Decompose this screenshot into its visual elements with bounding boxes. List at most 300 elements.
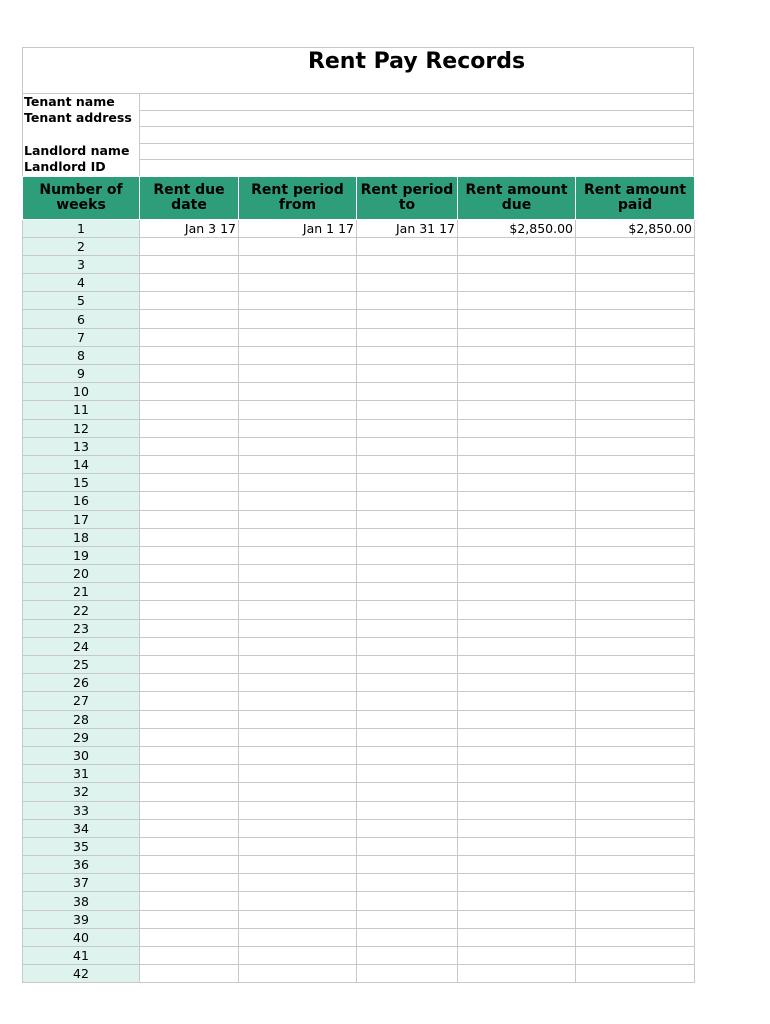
week-cell: 19 bbox=[23, 546, 140, 564]
period-to-cell[interactable] bbox=[357, 474, 458, 492]
table-row bbox=[23, 874, 695, 892]
table-row bbox=[23, 401, 695, 419]
table-row bbox=[23, 619, 695, 637]
table-row bbox=[23, 656, 695, 674]
week-cell: 4 bbox=[23, 274, 140, 292]
week-cell: 31 bbox=[23, 765, 140, 783]
period-to-cell[interactable] bbox=[357, 492, 458, 510]
due-date-cell[interactable]: Jan 3 17 bbox=[140, 219, 239, 237]
period-to-cell[interactable] bbox=[357, 710, 458, 728]
period-to-cell[interactable] bbox=[357, 292, 458, 310]
amount-paid-cell[interactable] bbox=[576, 401, 695, 419]
due-date-cell[interactable] bbox=[140, 365, 239, 383]
due-date-cell[interactable] bbox=[140, 383, 239, 401]
amount-due-cell[interactable] bbox=[458, 365, 576, 383]
amount-due-cell[interactable] bbox=[458, 928, 576, 946]
period-to-cell[interactable] bbox=[357, 801, 458, 819]
due-date-cell[interactable] bbox=[140, 292, 239, 310]
period-to-cell[interactable] bbox=[357, 819, 458, 837]
amount-due-cell[interactable] bbox=[458, 801, 576, 819]
due-date-cell[interactable] bbox=[140, 474, 239, 492]
week-cell: 30 bbox=[23, 746, 140, 764]
period-to-cell[interactable] bbox=[357, 346, 458, 364]
week-cell: 9 bbox=[23, 365, 140, 383]
amount-paid-cell[interactable] bbox=[576, 583, 695, 601]
period-from-cell[interactable] bbox=[239, 583, 357, 601]
period-to-cell[interactable] bbox=[357, 910, 458, 928]
period-to-cell[interactable] bbox=[357, 765, 458, 783]
amount-paid-cell[interactable] bbox=[576, 637, 695, 655]
amount-due-cell[interactable] bbox=[458, 674, 576, 692]
amount-due-cell[interactable] bbox=[458, 255, 576, 273]
week-cell: 28 bbox=[23, 710, 140, 728]
col-header-weeks: Number of weeks bbox=[23, 176, 140, 219]
period-from-cell[interactable] bbox=[239, 783, 357, 801]
period-from-cell[interactable] bbox=[239, 528, 357, 546]
table-row bbox=[23, 510, 695, 528]
amount-due-cell[interactable] bbox=[458, 237, 576, 255]
week-cell: 6 bbox=[23, 310, 140, 328]
period-from-cell[interactable] bbox=[239, 892, 357, 910]
period-to-cell[interactable] bbox=[357, 928, 458, 946]
period-to-cell[interactable] bbox=[357, 837, 458, 855]
amount-due-cell[interactable] bbox=[458, 583, 576, 601]
due-date-cell[interactable] bbox=[140, 328, 239, 346]
period-to-cell[interactable] bbox=[357, 965, 458, 983]
due-date-cell[interactable] bbox=[140, 492, 239, 510]
period-from-cell[interactable] bbox=[239, 801, 357, 819]
table-row bbox=[23, 601, 695, 619]
amount-paid-cell[interactable] bbox=[576, 546, 695, 564]
due-date-cell[interactable] bbox=[140, 619, 239, 637]
due-date-cell[interactable] bbox=[140, 656, 239, 674]
table-row bbox=[23, 692, 695, 710]
period-from-cell[interactable] bbox=[239, 565, 357, 583]
blank-label bbox=[22, 126, 139, 143]
period-from-cell[interactable] bbox=[239, 255, 357, 273]
period-from-cell[interactable] bbox=[239, 365, 357, 383]
table-row bbox=[23, 528, 695, 546]
period-from-cell[interactable] bbox=[239, 510, 357, 528]
amount-due-cell[interactable] bbox=[458, 492, 576, 510]
period-from-cell[interactable] bbox=[239, 874, 357, 892]
table-row bbox=[23, 583, 695, 601]
period-to-cell[interactable] bbox=[357, 656, 458, 674]
week-cell: 14 bbox=[23, 455, 140, 473]
amount-paid-cell[interactable] bbox=[576, 928, 695, 946]
amount-paid-cell[interactable] bbox=[576, 837, 695, 855]
period-to-cell[interactable] bbox=[357, 419, 458, 437]
week-cell: 11 bbox=[23, 401, 140, 419]
rent-pay-sheet bbox=[22, 47, 694, 983]
info-section bbox=[22, 93, 694, 176]
amount-paid-cell[interactable] bbox=[576, 819, 695, 837]
due-date-cell[interactable] bbox=[140, 637, 239, 655]
table-row bbox=[23, 274, 695, 292]
amount-paid-cell[interactable] bbox=[576, 274, 695, 292]
period-from-cell[interactable] bbox=[239, 856, 357, 874]
period-to-cell[interactable] bbox=[357, 310, 458, 328]
landlord-name-label: Landlord name bbox=[22, 143, 139, 160]
due-date-cell[interactable] bbox=[140, 710, 239, 728]
week-cell: 27 bbox=[23, 692, 140, 710]
amount-paid-cell[interactable] bbox=[576, 692, 695, 710]
period-to-cell[interactable]: Jan 31 17 bbox=[357, 219, 458, 237]
table-row bbox=[23, 856, 695, 874]
due-date-cell[interactable] bbox=[140, 274, 239, 292]
period-from-cell[interactable] bbox=[239, 437, 357, 455]
amount-paid-cell[interactable] bbox=[576, 365, 695, 383]
period-to-cell[interactable] bbox=[357, 237, 458, 255]
amount-paid-cell[interactable] bbox=[576, 892, 695, 910]
amount-due-cell[interactable] bbox=[458, 455, 576, 473]
amount-paid-cell[interactable] bbox=[576, 346, 695, 364]
due-date-cell[interactable] bbox=[140, 310, 239, 328]
amount-due-cell[interactable] bbox=[458, 546, 576, 564]
period-to-cell[interactable] bbox=[357, 510, 458, 528]
due-date-cell[interactable] bbox=[140, 346, 239, 364]
period-from-cell[interactable] bbox=[239, 310, 357, 328]
amount-paid-cell[interactable] bbox=[576, 492, 695, 510]
due-date-cell[interactable] bbox=[140, 546, 239, 564]
week-cell: 7 bbox=[23, 328, 140, 346]
table-row bbox=[23, 565, 695, 583]
week-cell: 3 bbox=[23, 255, 140, 273]
period-to-cell[interactable] bbox=[357, 692, 458, 710]
table-row bbox=[23, 674, 695, 692]
amount-paid-cell[interactable] bbox=[576, 856, 695, 874]
period-from-cell[interactable] bbox=[239, 656, 357, 674]
amount-paid-cell[interactable] bbox=[576, 674, 695, 692]
due-date-cell[interactable] bbox=[140, 510, 239, 528]
table-row bbox=[23, 819, 695, 837]
period-to-cell[interactable] bbox=[357, 746, 458, 764]
tenant-name-field[interactable] bbox=[139, 93, 694, 110]
table-row bbox=[23, 365, 695, 383]
amount-due-cell[interactable] bbox=[458, 565, 576, 583]
period-to-cell[interactable] bbox=[357, 437, 458, 455]
tenant-address-label: Tenant address bbox=[22, 110, 139, 127]
table-row bbox=[23, 437, 695, 455]
amount-due-cell[interactable] bbox=[458, 746, 576, 764]
amount-due-cell[interactable] bbox=[458, 437, 576, 455]
table-row bbox=[23, 928, 695, 946]
period-to-cell[interactable] bbox=[357, 619, 458, 637]
amount-due-cell[interactable] bbox=[458, 292, 576, 310]
amount-due-cell[interactable] bbox=[458, 328, 576, 346]
amount-paid-cell[interactable] bbox=[576, 565, 695, 583]
amount-due-cell[interactable] bbox=[458, 692, 576, 710]
week-cell: 13 bbox=[23, 437, 140, 455]
week-cell: 40 bbox=[23, 928, 140, 946]
period-to-cell[interactable] bbox=[357, 601, 458, 619]
week-cell: 35 bbox=[23, 837, 140, 855]
week-cell: 18 bbox=[23, 528, 140, 546]
period-to-cell[interactable] bbox=[357, 401, 458, 419]
due-date-cell[interactable] bbox=[140, 892, 239, 910]
week-cell: 39 bbox=[23, 910, 140, 928]
table-row bbox=[23, 455, 695, 473]
period-from-cell[interactable] bbox=[239, 692, 357, 710]
due-date-cell[interactable] bbox=[140, 401, 239, 419]
table-row bbox=[23, 965, 695, 983]
period-to-cell[interactable] bbox=[357, 274, 458, 292]
period-from-cell[interactable] bbox=[239, 237, 357, 255]
amount-due-cell[interactable] bbox=[458, 528, 576, 546]
period-to-cell[interactable] bbox=[357, 892, 458, 910]
amount-due-cell[interactable] bbox=[458, 601, 576, 619]
amount-paid-cell[interactable] bbox=[576, 801, 695, 819]
due-date-cell[interactable] bbox=[140, 728, 239, 746]
table-row bbox=[23, 292, 695, 310]
table-row bbox=[23, 947, 695, 965]
due-date-cell[interactable] bbox=[140, 746, 239, 764]
due-date-cell[interactable] bbox=[140, 765, 239, 783]
period-from-cell[interactable] bbox=[239, 674, 357, 692]
period-from-cell[interactable] bbox=[239, 619, 357, 637]
table-header-row bbox=[23, 176, 695, 219]
amount-due-cell[interactable] bbox=[458, 346, 576, 364]
week-cell: 15 bbox=[23, 474, 140, 492]
period-to-cell[interactable] bbox=[357, 455, 458, 473]
tenant-address-field[interactable] bbox=[139, 110, 694, 127]
amount-due-cell[interactable] bbox=[458, 910, 576, 928]
due-date-cell[interactable] bbox=[140, 819, 239, 837]
amount-due-cell[interactable] bbox=[458, 892, 576, 910]
table-row bbox=[23, 728, 695, 746]
due-date-cell[interactable] bbox=[140, 947, 239, 965]
table-row bbox=[23, 310, 695, 328]
week-cell: 10 bbox=[23, 383, 140, 401]
amount-paid-cell[interactable] bbox=[576, 437, 695, 455]
amount-paid-cell[interactable] bbox=[576, 710, 695, 728]
period-from-cell[interactable] bbox=[239, 419, 357, 437]
period-from-cell[interactable] bbox=[239, 601, 357, 619]
landlord-id-field[interactable] bbox=[139, 159, 694, 176]
amount-paid-cell[interactable] bbox=[576, 656, 695, 674]
table-row bbox=[23, 474, 695, 492]
due-date-cell[interactable] bbox=[140, 856, 239, 874]
amount-paid-cell[interactable] bbox=[576, 947, 695, 965]
amount-paid-cell[interactable]: $2,850.00 bbox=[576, 219, 695, 237]
period-from-cell[interactable] bbox=[239, 837, 357, 855]
due-date-cell[interactable] bbox=[140, 674, 239, 692]
period-from-cell[interactable] bbox=[239, 401, 357, 419]
amount-due-cell[interactable] bbox=[458, 947, 576, 965]
period-from-cell[interactable] bbox=[239, 910, 357, 928]
period-from-cell[interactable] bbox=[239, 274, 357, 292]
amount-due-cell[interactable] bbox=[458, 710, 576, 728]
amount-due-cell[interactable] bbox=[458, 401, 576, 419]
amount-paid-cell[interactable] bbox=[576, 965, 695, 983]
due-date-cell[interactable] bbox=[140, 237, 239, 255]
amount-due-cell[interactable] bbox=[458, 819, 576, 837]
due-date-cell[interactable] bbox=[140, 255, 239, 273]
table-row bbox=[23, 383, 695, 401]
info-row-tenant-name bbox=[22, 93, 694, 110]
info-row-landlord-name bbox=[22, 143, 694, 160]
blank-field[interactable] bbox=[139, 126, 694, 143]
info-row-landlord-id bbox=[22, 159, 694, 176]
due-date-cell[interactable] bbox=[140, 837, 239, 855]
amount-due-cell[interactable] bbox=[458, 637, 576, 655]
period-to-cell[interactable] bbox=[357, 947, 458, 965]
period-from-cell[interactable] bbox=[239, 965, 357, 983]
table-row bbox=[23, 801, 695, 819]
week-cell: 23 bbox=[23, 619, 140, 637]
table-row bbox=[23, 237, 695, 255]
period-from-cell[interactable] bbox=[239, 474, 357, 492]
amount-due-cell[interactable] bbox=[458, 274, 576, 292]
col-header-amount-paid: Rent amount paid bbox=[576, 176, 695, 219]
amount-paid-cell[interactable] bbox=[576, 910, 695, 928]
amount-paid-cell[interactable] bbox=[576, 474, 695, 492]
period-to-cell[interactable] bbox=[357, 874, 458, 892]
amount-paid-cell[interactable] bbox=[576, 765, 695, 783]
period-from-cell[interactable] bbox=[239, 292, 357, 310]
table-row bbox=[23, 837, 695, 855]
amount-paid-cell[interactable] bbox=[576, 746, 695, 764]
due-date-cell[interactable] bbox=[140, 692, 239, 710]
period-to-cell[interactable] bbox=[357, 528, 458, 546]
period-to-cell[interactable] bbox=[357, 365, 458, 383]
due-date-cell[interactable] bbox=[140, 419, 239, 437]
amount-paid-cell[interactable] bbox=[576, 255, 695, 273]
amount-due-cell[interactable] bbox=[458, 765, 576, 783]
amount-due-cell[interactable] bbox=[458, 310, 576, 328]
table-row bbox=[23, 910, 695, 928]
period-from-cell[interactable] bbox=[239, 765, 357, 783]
amount-paid-cell[interactable] bbox=[576, 383, 695, 401]
due-date-cell[interactable] bbox=[140, 601, 239, 619]
period-from-cell[interactable] bbox=[239, 728, 357, 746]
amount-due-cell[interactable] bbox=[458, 510, 576, 528]
week-cell: 37 bbox=[23, 874, 140, 892]
period-to-cell[interactable] bbox=[357, 728, 458, 746]
due-date-cell[interactable] bbox=[140, 437, 239, 455]
amount-due-cell[interactable] bbox=[458, 856, 576, 874]
week-cell: 38 bbox=[23, 892, 140, 910]
amount-due-cell[interactable] bbox=[458, 837, 576, 855]
due-date-cell[interactable] bbox=[140, 801, 239, 819]
amount-paid-cell[interactable] bbox=[576, 728, 695, 746]
due-date-cell[interactable] bbox=[140, 910, 239, 928]
amount-paid-cell[interactable] bbox=[576, 783, 695, 801]
landlord-name-field[interactable] bbox=[139, 143, 694, 160]
period-to-cell[interactable] bbox=[357, 583, 458, 601]
amount-due-cell[interactable] bbox=[458, 965, 576, 983]
table-row bbox=[23, 746, 695, 764]
period-from-cell[interactable] bbox=[239, 455, 357, 473]
amount-paid-cell[interactable] bbox=[576, 874, 695, 892]
amount-due-cell[interactable] bbox=[458, 728, 576, 746]
period-to-cell[interactable] bbox=[357, 255, 458, 273]
table-row bbox=[23, 346, 695, 364]
due-date-cell[interactable] bbox=[140, 928, 239, 946]
week-cell: 12 bbox=[23, 419, 140, 437]
week-cell: 29 bbox=[23, 728, 140, 746]
amount-due-cell[interactable] bbox=[458, 419, 576, 437]
period-from-cell[interactable]: Jan 1 17 bbox=[239, 219, 357, 237]
due-date-cell[interactable] bbox=[140, 565, 239, 583]
period-to-cell[interactable] bbox=[357, 383, 458, 401]
table-row bbox=[23, 892, 695, 910]
due-date-cell[interactable] bbox=[140, 455, 239, 473]
amount-due-cell[interactable] bbox=[458, 383, 576, 401]
info-row-tenant-address bbox=[22, 110, 694, 127]
amount-paid-cell[interactable] bbox=[576, 510, 695, 528]
amount-paid-cell[interactable] bbox=[576, 455, 695, 473]
period-from-cell[interactable] bbox=[239, 947, 357, 965]
period-from-cell[interactable] bbox=[239, 928, 357, 946]
amount-paid-cell[interactable] bbox=[576, 419, 695, 437]
table-row bbox=[23, 419, 695, 437]
period-to-cell[interactable] bbox=[357, 856, 458, 874]
period-to-cell[interactable] bbox=[357, 546, 458, 564]
week-cell: 36 bbox=[23, 856, 140, 874]
landlord-id-label: Landlord ID bbox=[22, 159, 139, 176]
week-cell: 16 bbox=[23, 492, 140, 510]
amount-paid-cell[interactable] bbox=[576, 237, 695, 255]
amount-paid-cell[interactable] bbox=[576, 601, 695, 619]
amount-paid-cell[interactable] bbox=[576, 619, 695, 637]
amount-due-cell[interactable] bbox=[458, 656, 576, 674]
page-title: Rent Pay Records bbox=[307, 49, 526, 74]
period-to-cell[interactable] bbox=[357, 783, 458, 801]
info-row-blank bbox=[22, 126, 694, 143]
period-from-cell[interactable] bbox=[239, 328, 357, 346]
period-from-cell[interactable] bbox=[239, 746, 357, 764]
col-header-amount-due: Rent amount due bbox=[458, 176, 576, 219]
amount-due-cell[interactable] bbox=[458, 783, 576, 801]
period-from-cell[interactable] bbox=[239, 710, 357, 728]
period-from-cell[interactable] bbox=[239, 492, 357, 510]
period-to-cell[interactable] bbox=[357, 328, 458, 346]
due-date-cell[interactable] bbox=[140, 528, 239, 546]
period-from-cell[interactable] bbox=[239, 383, 357, 401]
period-from-cell[interactable] bbox=[239, 637, 357, 655]
period-from-cell[interactable] bbox=[239, 546, 357, 564]
period-from-cell[interactable] bbox=[239, 346, 357, 364]
title-row bbox=[22, 47, 694, 93]
due-date-cell[interactable] bbox=[140, 965, 239, 983]
amount-paid-cell[interactable] bbox=[576, 292, 695, 310]
due-date-cell[interactable] bbox=[140, 583, 239, 601]
week-cell: 20 bbox=[23, 565, 140, 583]
period-to-cell[interactable] bbox=[357, 674, 458, 692]
week-cell: 33 bbox=[23, 801, 140, 819]
amount-paid-cell[interactable] bbox=[576, 328, 695, 346]
amount-paid-cell[interactable] bbox=[576, 528, 695, 546]
rent-records-table bbox=[22, 176, 695, 984]
period-to-cell[interactable] bbox=[357, 565, 458, 583]
amount-due-cell[interactable] bbox=[458, 874, 576, 892]
due-date-cell[interactable] bbox=[140, 874, 239, 892]
week-cell: 24 bbox=[23, 637, 140, 655]
table-row bbox=[23, 255, 695, 273]
amount-paid-cell[interactable] bbox=[576, 310, 695, 328]
amount-due-cell[interactable] bbox=[458, 619, 576, 637]
amount-due-cell[interactable] bbox=[458, 474, 576, 492]
week-cell: 21 bbox=[23, 583, 140, 601]
amount-due-cell[interactable]: $2,850.00 bbox=[458, 219, 576, 237]
period-to-cell[interactable] bbox=[357, 637, 458, 655]
due-date-cell[interactable] bbox=[140, 783, 239, 801]
week-cell: 17 bbox=[23, 510, 140, 528]
col-header-period-to: Rent period to bbox=[357, 176, 458, 219]
period-from-cell[interactable] bbox=[239, 819, 357, 837]
week-cell: 26 bbox=[23, 674, 140, 692]
